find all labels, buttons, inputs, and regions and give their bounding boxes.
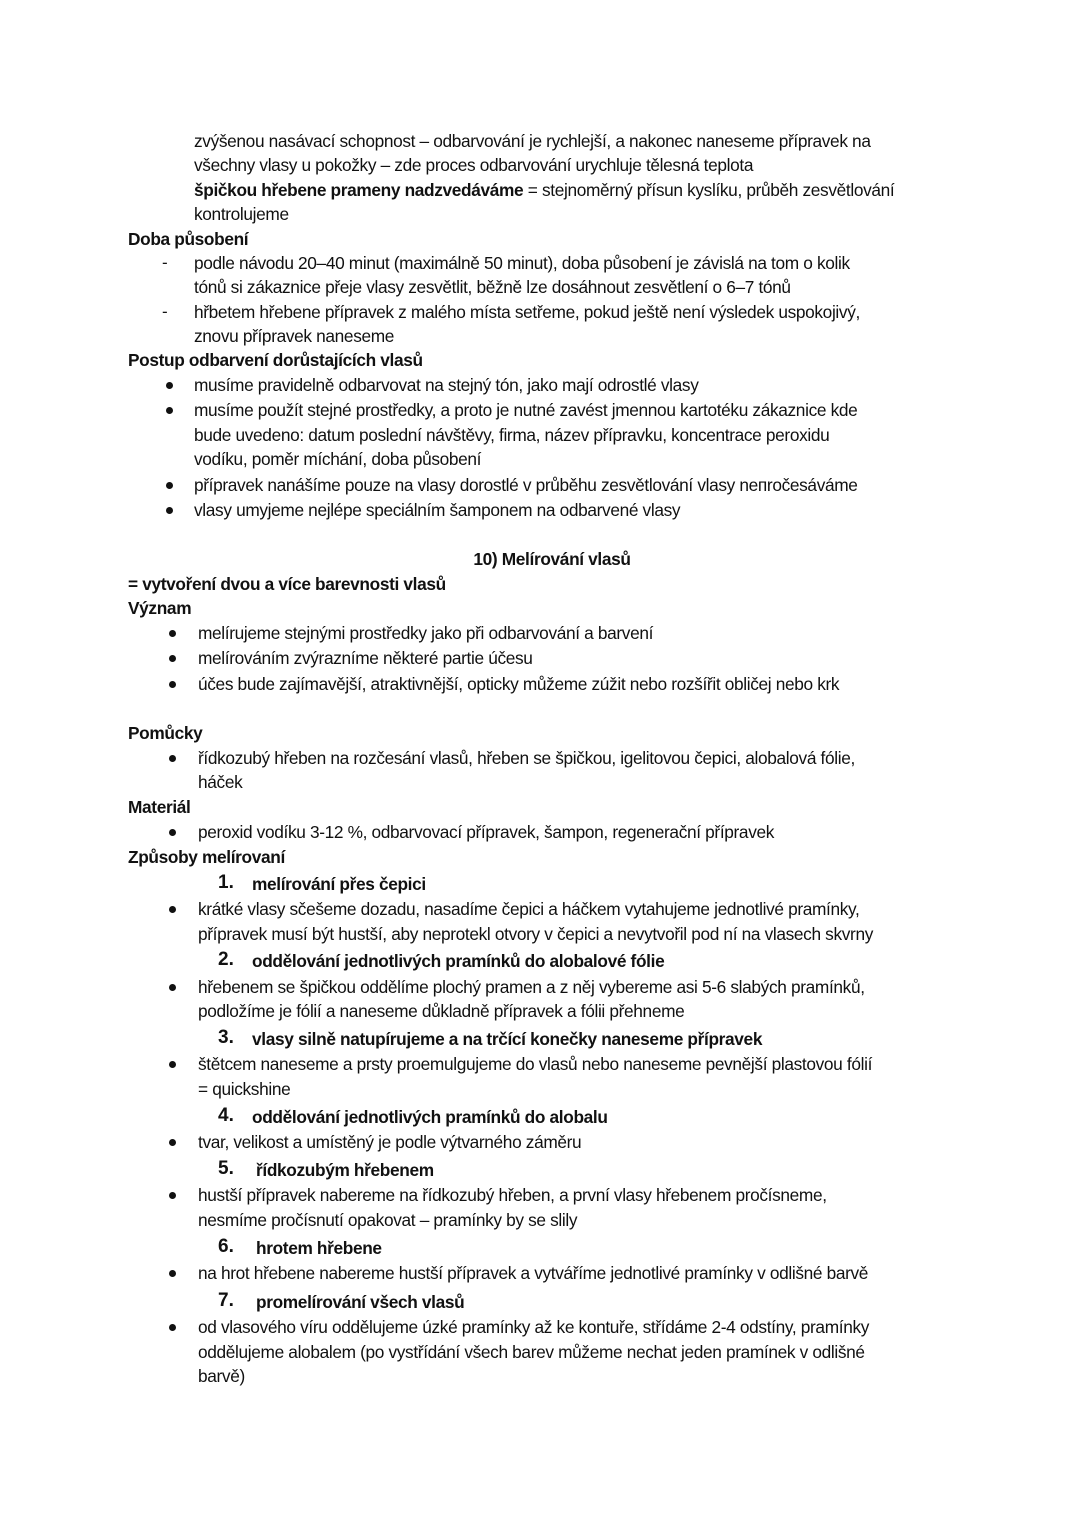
list-item-text: tvar, velikost a umístěný je podle výtvarného záměru: [198, 1132, 582, 1152]
section-title: 10) Melírování vlasů: [473, 549, 631, 569]
list-item-text: melírujeme stejnými prostředky jako při odbarvování a barvení: [198, 623, 654, 643]
list-item-text: podložíme je fólií a naneseme důkladně přípravek a fólii přehneme: [198, 1001, 685, 1021]
bullet-icon: [166, 482, 173, 489]
subsection-heading: Význam: [128, 598, 192, 618]
body-text: [194, 178, 894, 202]
list-item-text: peroxid vodíku 3-12 %, odbarvovací přípravek, šampon, regenerační přípravek: [198, 822, 775, 842]
dash-marker: -: [162, 253, 168, 272]
method-title: řídkozubým hřebenem: [256, 1160, 434, 1180]
method-number: 5.: [218, 1158, 234, 1179]
list-item-text: znovu přípravek naneseme: [194, 326, 395, 346]
section-heading: Postup odbarvení dorůstajících vlasů: [128, 350, 423, 370]
method-number: 4.: [218, 1105, 234, 1126]
definition: = vytvoření dvou a více barevnosti vlasů: [128, 574, 446, 594]
bullet-icon: [166, 407, 173, 414]
list-item-text: vlasy umyjeme nejlépe speciálním šamponem na odbarvené vlasy: [194, 500, 681, 520]
method-title: vlasy silně natupírujeme a na trčící konečky naneseme přípravek: [252, 1029, 763, 1049]
list-item-text: hřbetem hřebene přípravek z malého místa setřeme, pokud ještě není výsledek uspokojivý,: [194, 302, 860, 322]
method-number: 1.: [218, 872, 234, 893]
list-item-text: účes bude zajímavější, atraktivnější, opticky můžeme zúžit nebo rozšířit obličej nebo krk: [198, 674, 840, 694]
bullet-icon: [169, 906, 176, 913]
method-number: 2.: [218, 949, 234, 970]
method-number: 6.: [218, 1236, 234, 1257]
subsection-heading: Pomůcky: [128, 723, 203, 743]
bullet-icon: [169, 755, 176, 762]
bullet-icon: [166, 382, 173, 389]
list-item-text: hustší přípravek nabereme na řídkozubý hřeben, a první vlasy hřebenem pročísneme,: [198, 1185, 827, 1205]
method-title: oddělování jednotlivých pramínků do alobalové fólie: [252, 951, 665, 971]
bullet-icon: [169, 681, 176, 688]
list-item-text: krátké vlasy sčešeme dozadu, nasadíme čepici a háčkem vytahujeme jednotlivé pramínky,: [198, 899, 860, 919]
list-item-text: musíme použít stejné prostředky, a proto je nutné zavést jmennou kartotéku zákaznice kde: [194, 400, 858, 420]
method-title: melírování přes čepici: [252, 874, 426, 894]
body-text: kontrolujeme: [194, 204, 289, 224]
bullet-icon: [169, 984, 176, 991]
body-text: všechny vlasy u pokožky – zde proces odbarvování urychluje tělesná teplota: [194, 155, 754, 175]
section-heading: Doba působení: [128, 229, 249, 249]
bold-term: špičkou hřebene prameny nadzvedáváme: [194, 180, 524, 200]
list-item-text: na hrot hřebene nabereme hustší přípravek a vytváříme jednotlivé pramínky v odlišné barvě: [198, 1263, 869, 1283]
list-item-text: od vlasového víru oddělujeme úzké pramínky až ke kontuře, střídáme 2-4 odstíny, pramínky: [198, 1317, 870, 1337]
subsection-heading: Materiál: [128, 797, 191, 817]
method-number: 3.: [218, 1027, 234, 1048]
list-item-text: = quickshine: [198, 1079, 291, 1099]
body-text: zvýšenou nasávací schopnost – odbarvování je rychlejší, a nakonec naneseme přípravek na: [194, 131, 871, 151]
list-item-text: musíme pravidelně odbarvovat na stejný tón, jako mají odrostlé vlasy: [194, 375, 699, 395]
list-item-text: podle návodu 20–40 minut (maximálně 50 minut), doba působení je závislá na tom o kolik: [194, 253, 850, 273]
list-item-text: barvě): [198, 1366, 245, 1386]
bullet-icon: [169, 1139, 176, 1146]
list-item-text: tónů si zákaznice přeje vlasy zesvětlit, běžně lze dosáhnout zesvětlení o 6–7 tónů: [194, 277, 791, 297]
list-item-text: přípravek musí být hustší, aby neprotekl otvory v čepici a nevytvořil pod ní na vlasech skvrny: [198, 924, 873, 944]
list-item-text: oddělujeme alobalem (po vystřídání všech barev můžeme nechat jeden pramínek v odlišné: [198, 1342, 865, 1362]
bullet-icon: [169, 1061, 176, 1068]
dash-marker: -: [162, 302, 168, 321]
bullet-icon: [169, 1192, 176, 1199]
list-item-text: hřebenem se špičkou oddělíme plochý pramen a z něj vybereme asi 5-6 slabých pramínků,: [198, 977, 865, 997]
list-item-text: nesmíme pročísnutí opakovat – pramínky by se slily: [198, 1210, 578, 1230]
list-item-text: melírováním zvýrazníme některé partie účesu: [198, 648, 533, 668]
method-title: oddělování jednotlivých pramínků do alobalu: [252, 1107, 608, 1127]
bullet-icon: [166, 507, 173, 514]
method-number: 7.: [218, 1290, 234, 1311]
body-text: = stejnoměrný přísun kyslíku, průběh zesvětlování: [523, 180, 895, 200]
list-item-text: přípravek nanášíme pouze na vlasy dorostlé v průběhu zesvětlování vlasy neпročesáváme: [194, 475, 858, 495]
bullet-icon: [169, 829, 176, 836]
bullet-icon: [169, 1324, 176, 1331]
bullet-icon: [169, 630, 176, 637]
list-item-text: řídkozubý hřeben na rozčesání vlasů, hřeben se špičkou, igelitovou čepici, alobalová fólie,: [198, 748, 855, 768]
list-item-text: štětcem naneseme a prsty proemulgujeme do vlasů nebo naneseme pevnější plastovou fólií: [198, 1054, 873, 1074]
method-title: promelírování všech vlasů: [256, 1292, 465, 1312]
list-item-text: vodíku, poměr míchání, doba působení: [194, 449, 482, 469]
method-title: hrotem hřebene: [256, 1238, 382, 1258]
bullet-icon: [169, 655, 176, 662]
list-item-text: bude uvedeno: datum poslední návštěvy, firma, název přípravku, koncentrace peroxidu: [194, 425, 830, 445]
subsection-heading: Způsoby melírovaní: [128, 847, 285, 867]
bullet-icon: [169, 1270, 176, 1277]
list-item-text: háček: [198, 772, 243, 792]
